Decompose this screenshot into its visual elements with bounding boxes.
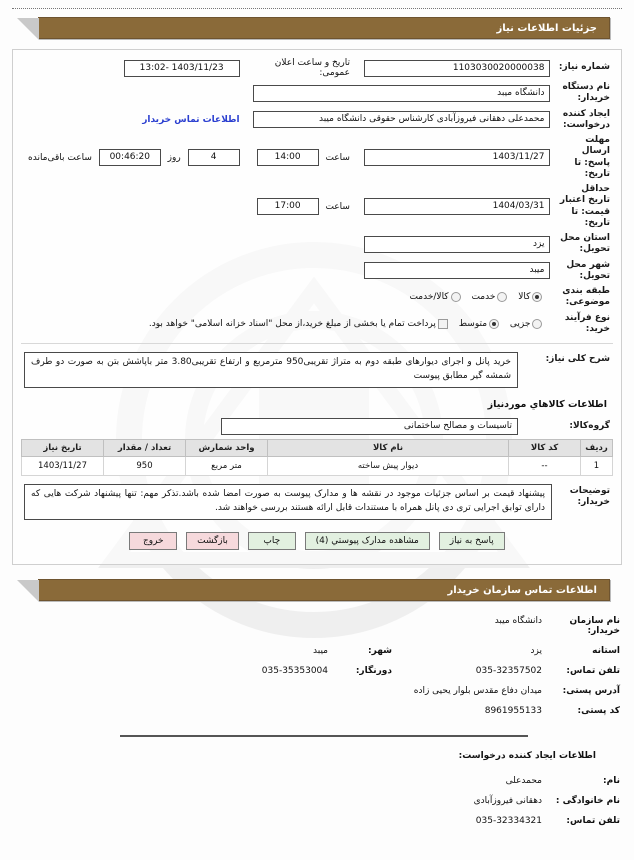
contact-fax-label: دورنگار:: [355, 665, 392, 676]
creator-label: ایجاد کننده درخواست:: [562, 108, 610, 130]
requester-first-name-value: محمدعلی: [505, 775, 542, 786]
deadline-time-field[interactable]: 14:00: [257, 149, 319, 166]
deadline-date-field[interactable]: 1403/11/27: [364, 149, 550, 166]
requester-last-name-label: نام خانوادگی :: [555, 795, 620, 806]
corner-fold-decor-2: [17, 580, 39, 602]
goods-table: [21, 439, 613, 476]
top-divider: [12, 8, 622, 9]
need-number-label: شماره نیاز:: [558, 62, 610, 73]
radio-purchase-jozi-label: جزیی: [509, 318, 531, 329]
province-label: استان محل تحویل:: [560, 233, 610, 255]
need-details-form: [21, 56, 613, 337]
group-label: گروه‌کالا:: [569, 420, 610, 431]
radio-category-kala[interactable]: [532, 292, 542, 302]
requester-info-table: [10, 771, 624, 831]
buyer-org-label: نام دستگاه خریدار:: [562, 82, 610, 104]
action-buttons-row: [21, 532, 613, 550]
org-name-value: دانشگاه میبد: [494, 615, 542, 626]
goods-section-title: اطلاعات کالاهاي موردنیاز: [487, 398, 607, 410]
validity-time-field[interactable]: 17:00: [257, 198, 319, 215]
notes-label: توضیحات خریدار:: [569, 485, 610, 508]
corner-fold-decor: [17, 18, 39, 40]
col-unit: واحد شمارش: [186, 439, 268, 456]
goods-header-row: [22, 439, 613, 456]
summary-textarea[interactable]: خرید پانل و اجرای دیوارهای طبقه دوم به متراژ تقریبی950 مترمربع و ارتفاع تقریبی3.80 متر باپاشش بتن به صورت دو طرف شمشه گیر مطابق پیوست: [24, 352, 518, 388]
city-label: شهر محل تحویل:: [566, 259, 610, 281]
city-field[interactable]: میبد: [364, 262, 550, 279]
deadline-label: مهلت ارسال پاسخ: تا تاریخ:: [574, 135, 610, 179]
respond-to-need-button[interactable]: پاسخ به نیاز: [439, 532, 505, 550]
validity-label: حداقل تاریخ اعتبار قیمت: تا تاریخ:: [559, 184, 610, 228]
radio-category-khedmat-label: خدمت: [471, 292, 496, 302]
notes-textarea[interactable]: پیشنهاد قیمت بر اساس جزئیات موجود در نقشه ها و مدارک پیوست به صورت امضا شده باشد.تذکر مهم: تنها پیشنهاد شرکت هایی که دارای توابق اجرایی تری دی پانل همراه با مستندات قابل ارائه هستند بررسی خواهند شد.: [24, 484, 552, 520]
section-separator: [120, 735, 528, 737]
contact-fax-value: 035-35353004: [261, 665, 328, 676]
row-requester-phone: [10, 811, 624, 831]
row-buyer-notes: [21, 482, 613, 522]
row-purchase-type: [21, 311, 613, 338]
buyer-contact-table: [10, 611, 624, 721]
radio-category-kala-label: کالا: [518, 292, 531, 302]
group-form: [21, 416, 613, 437]
checkbox-treasury-label: پرداخت تمام یا بخشی از مبلغ خرید،از محل "اسناد خزانه اسلامی" خواهد بود.: [148, 318, 436, 329]
cell-goods-code: --: [509, 456, 581, 475]
row-contact-address: [10, 681, 624, 701]
radio-purchase-motavaset[interactable]: [489, 319, 499, 329]
contact-postal-value: 8961955133: [484, 705, 542, 716]
row-category: [21, 284, 613, 311]
row-deadline: [21, 133, 613, 182]
contact-phone-value: 035-32357502: [475, 665, 542, 676]
row-summary: [21, 350, 613, 390]
cell-need-date: 1403/11/27: [22, 456, 104, 475]
row-requester-last-name: [10, 791, 624, 811]
announce-datetime-field[interactable]: 1403/11/23 -13:02: [124, 60, 240, 77]
notes-form: [21, 482, 613, 522]
col-goods-code: کد کالا: [509, 439, 581, 456]
requester-last-name-value: دهقانی فیروزآبادی: [473, 795, 542, 806]
row-creator: [21, 107, 613, 134]
row-contact-province: [10, 641, 624, 661]
radio-category-kala-khedmat-label: کالا/خدمت: [409, 292, 449, 302]
deadline-time-word: ساعت: [325, 152, 350, 163]
panel-divider-1: [21, 343, 613, 344]
buyer-contact-link[interactable]: اطلاعات تماس خریدار: [142, 114, 240, 125]
buyer-org-field[interactable]: دانشگاه میبد: [253, 85, 550, 102]
row-city: [21, 258, 613, 285]
category-radio-group: [409, 292, 550, 303]
back-button[interactable]: بازگشت: [186, 532, 239, 550]
cell-goods-name: دیوار پیش ساخته: [268, 456, 509, 475]
goods-table-head: [22, 439, 613, 456]
radio-category-khedmat[interactable]: [497, 292, 507, 302]
day-word-label: روز: [167, 152, 181, 163]
contact-phone-label: تلفن تماس:: [566, 665, 620, 676]
col-quantity: تعداد / مقدار: [104, 439, 186, 456]
requester-phone-label: تلفن تماس:: [566, 815, 620, 826]
view-attachments-button[interactable]: مشاهده مدارک پیوستي (4): [305, 532, 430, 550]
row-validity: [21, 182, 613, 231]
contact-city-value: میبد: [313, 645, 328, 656]
row-requester-first-name: [10, 771, 624, 791]
announce-label: تاریخ و ساعت اعلان عمومی:: [274, 58, 350, 78]
contact-address-label: آدرس پستی:: [562, 685, 620, 696]
radio-purchase-jozi[interactable]: [532, 319, 542, 329]
section-header-title: جزئیات اطلاعات نیاز: [496, 23, 597, 34]
summary-form: [21, 350, 613, 390]
col-goods-name: نام کالا: [268, 439, 509, 456]
radio-purchase-motavaset-label: متوسط: [458, 318, 488, 329]
summary-label: شرح کلی نیاز:: [545, 354, 610, 364]
time-remaining-field[interactable]: 00:46:20: [99, 149, 161, 166]
row-province: [21, 231, 613, 258]
need-number-field[interactable]: 1103030020000038: [364, 60, 550, 77]
checkbox-treasury-documents[interactable]: [438, 319, 448, 329]
cell-quantity: 950: [104, 456, 186, 475]
cell-unit: متر مربع: [186, 456, 268, 475]
creator-field[interactable]: محمدعلی دهقانی فیروزآبادی کارشناس حقوقی دانشگاه میبد: [253, 111, 550, 128]
contact-postal-label: کد پستی:: [577, 705, 620, 716]
row-goods-group: [21, 416, 613, 437]
need-details-panel: [12, 49, 622, 565]
validity-time-word: ساعت: [325, 201, 350, 212]
requester-phone-value: 035-32334321: [475, 815, 542, 826]
print-button[interactable]: چاپ: [248, 532, 296, 550]
requester-first-name-label: نام:: [603, 775, 620, 786]
section-header-need-details: [38, 17, 610, 39]
col-need-date: تاریخ نیاز: [22, 439, 104, 456]
row-buyer-org: [21, 80, 613, 107]
col-row-index: ردیف: [581, 439, 613, 456]
row-contact-postal: [10, 701, 624, 721]
validity-date-field[interactable]: 1404/03/31: [364, 198, 550, 215]
row-org-name: [10, 611, 624, 641]
requester-section-title: اطلاعات ایجاد کننده درخواست:: [458, 750, 596, 761]
goods-table-body: [22, 456, 613, 475]
org-name-label: نام سازمان خریدار:: [569, 615, 620, 636]
cell-row-index: 1: [581, 456, 613, 475]
section-header-buyer-contact: [38, 579, 610, 601]
row-need-number: [21, 56, 613, 80]
days-remaining-field[interactable]: 4: [188, 149, 240, 166]
radio-category-kala-khedmat[interactable]: [451, 292, 461, 302]
row-contact-phone: [10, 661, 624, 681]
category-label: طبقه بندی موضوعی:: [562, 286, 610, 308]
contact-address-value: میدان دفاع مقدس بلوار یحیی زاده: [413, 685, 542, 696]
purchase-type-label: نوع فرآیند خرید:: [564, 312, 610, 334]
time-remaining-label: ساعت باقی‌مانده: [28, 152, 92, 163]
province-field[interactable]: یزد: [364, 236, 550, 253]
contact-city-label: شهر:: [368, 645, 392, 656]
contact-section-title: اطلاعات تماس سازمان خریدار: [447, 584, 597, 596]
table-row[interactable]: [22, 456, 613, 475]
contact-province-label: استانه: [592, 645, 620, 656]
purchase-type-radio-group: [149, 319, 551, 330]
group-field[interactable]: تاسیسات و مصالح ساختمانی: [221, 418, 518, 435]
exit-button[interactable]: خروج: [129, 532, 177, 550]
contact-province-value: یزد: [530, 645, 542, 656]
